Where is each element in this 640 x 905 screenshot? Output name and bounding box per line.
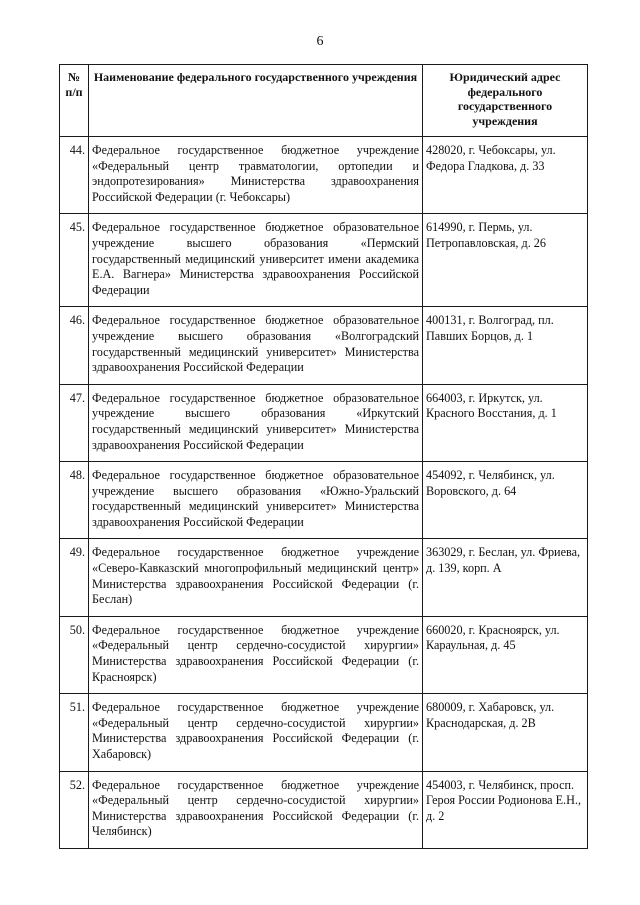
row-number: 51. bbox=[60, 694, 89, 771]
institution-address: 454003, г. Челябинск, просп. Героя России Родионова Е.Н., д. 2 bbox=[423, 771, 588, 848]
page-number: 6 bbox=[316, 34, 324, 49]
row-number: 47. bbox=[60, 384, 89, 461]
row-number: 49. bbox=[60, 539, 89, 616]
table-row bbox=[60, 616, 588, 693]
row-number: 45. bbox=[60, 214, 89, 307]
institutions-table bbox=[59, 64, 588, 849]
row-number: 48. bbox=[60, 462, 89, 539]
institution-name: Федеральное государственное бюджетное учреждение «Федеральный центр сердечно-сосудистой хирургии» Министерства здравоохранения Российской Федерации (г. Челябинск) bbox=[89, 771, 423, 848]
row-number: 50. bbox=[60, 616, 89, 693]
header-name: Наименование федерального государственного учреждения bbox=[89, 65, 423, 137]
table-row bbox=[60, 694, 588, 771]
institution-name: Федеральное государственное бюджетное образовательное учреждение высшего образования «Волгоградский государственный медицинский университет» Министерства здравоохранения Российской Федерации bbox=[89, 307, 423, 384]
institution-name: Федеральное государственное бюджетное учреждение «Северо-Кавказский многопрофильный медицинский центр» Министерства здравоохранения Российской Федерации (г. Беслан) bbox=[89, 539, 423, 616]
table-row bbox=[60, 384, 588, 461]
row-number: 46. bbox=[60, 307, 89, 384]
table-row bbox=[60, 307, 588, 384]
header-address: Юридический адрес федерального государственного учреждения bbox=[423, 65, 588, 137]
institution-address: 363029, г. Беслан, ул. Фриева, д. 139, корп. А bbox=[423, 539, 588, 616]
institution-address: 660020, г. Красноярск, ул. Караульная, д. 45 bbox=[423, 616, 588, 693]
institution-address: 428020, г. Чебоксары, ул. Федора Гладкова, д. 33 bbox=[423, 137, 588, 214]
institution-name: Федеральное государственное бюджетное учреждение «Федеральный центр сердечно-сосудистой хирургии» Министерства здравоохранения Российской Федерации (г. Хабаровск) bbox=[89, 694, 423, 771]
institution-name: Федеральное государственное бюджетное образовательное учреждение высшего образования «Пермский государственный медицинский университет имени академика Е.А. Вагнера» Министерства здравоохранения Российской Федерации bbox=[89, 214, 423, 307]
header-number: № п/п bbox=[60, 65, 89, 137]
institution-address: 454092, г. Челябинск, ул. Воровского, д. 64 bbox=[423, 462, 588, 539]
row-number: 44. bbox=[60, 137, 89, 214]
institution-address: 680009, г. Хабаровск, ул. Краснодарская, д. 2В bbox=[423, 694, 588, 771]
institution-name: Федеральное государственное бюджетное учреждение «Федеральный центр сердечно-сосудистой хирургии» Министерства здравоохранения Российской Федерации (г. Красноярск) bbox=[89, 616, 423, 693]
table-header-row bbox=[60, 65, 588, 137]
institution-address: 400131, г. Волгоград, пл. Павших Борцов, д. 1 bbox=[423, 307, 588, 384]
table-row bbox=[60, 214, 588, 307]
table-row bbox=[60, 137, 588, 214]
institution-name: Федеральное государственное бюджетное образовательное учреждение высшего образования «Южно-Уральский государственный медицинский университет» Министерства здравоохранения Российской Федерации bbox=[89, 462, 423, 539]
institution-address: 614990, г. Пермь, ул. Петропавловская, д. 26 bbox=[423, 214, 588, 307]
table-row bbox=[60, 771, 588, 848]
table-row bbox=[60, 462, 588, 539]
institution-name: Федеральное государственное бюджетное учреждение «Федеральный центр травматологии, ортопедии и эндопротезирования» Министерства здравоохранения Российской Федерации (г. Чебоксары) bbox=[89, 137, 423, 214]
table-row bbox=[60, 539, 588, 616]
row-number: 52. bbox=[60, 771, 89, 848]
institution-address: 664003, г. Иркутск, ул. Красного Восстания, д. 1 bbox=[423, 384, 588, 461]
institution-name: Федеральное государственное бюджетное образовательное учреждение высшего образования «Иркутский государственный медицинский университет» Министерства здравоохранения Российской Федерации bbox=[89, 384, 423, 461]
